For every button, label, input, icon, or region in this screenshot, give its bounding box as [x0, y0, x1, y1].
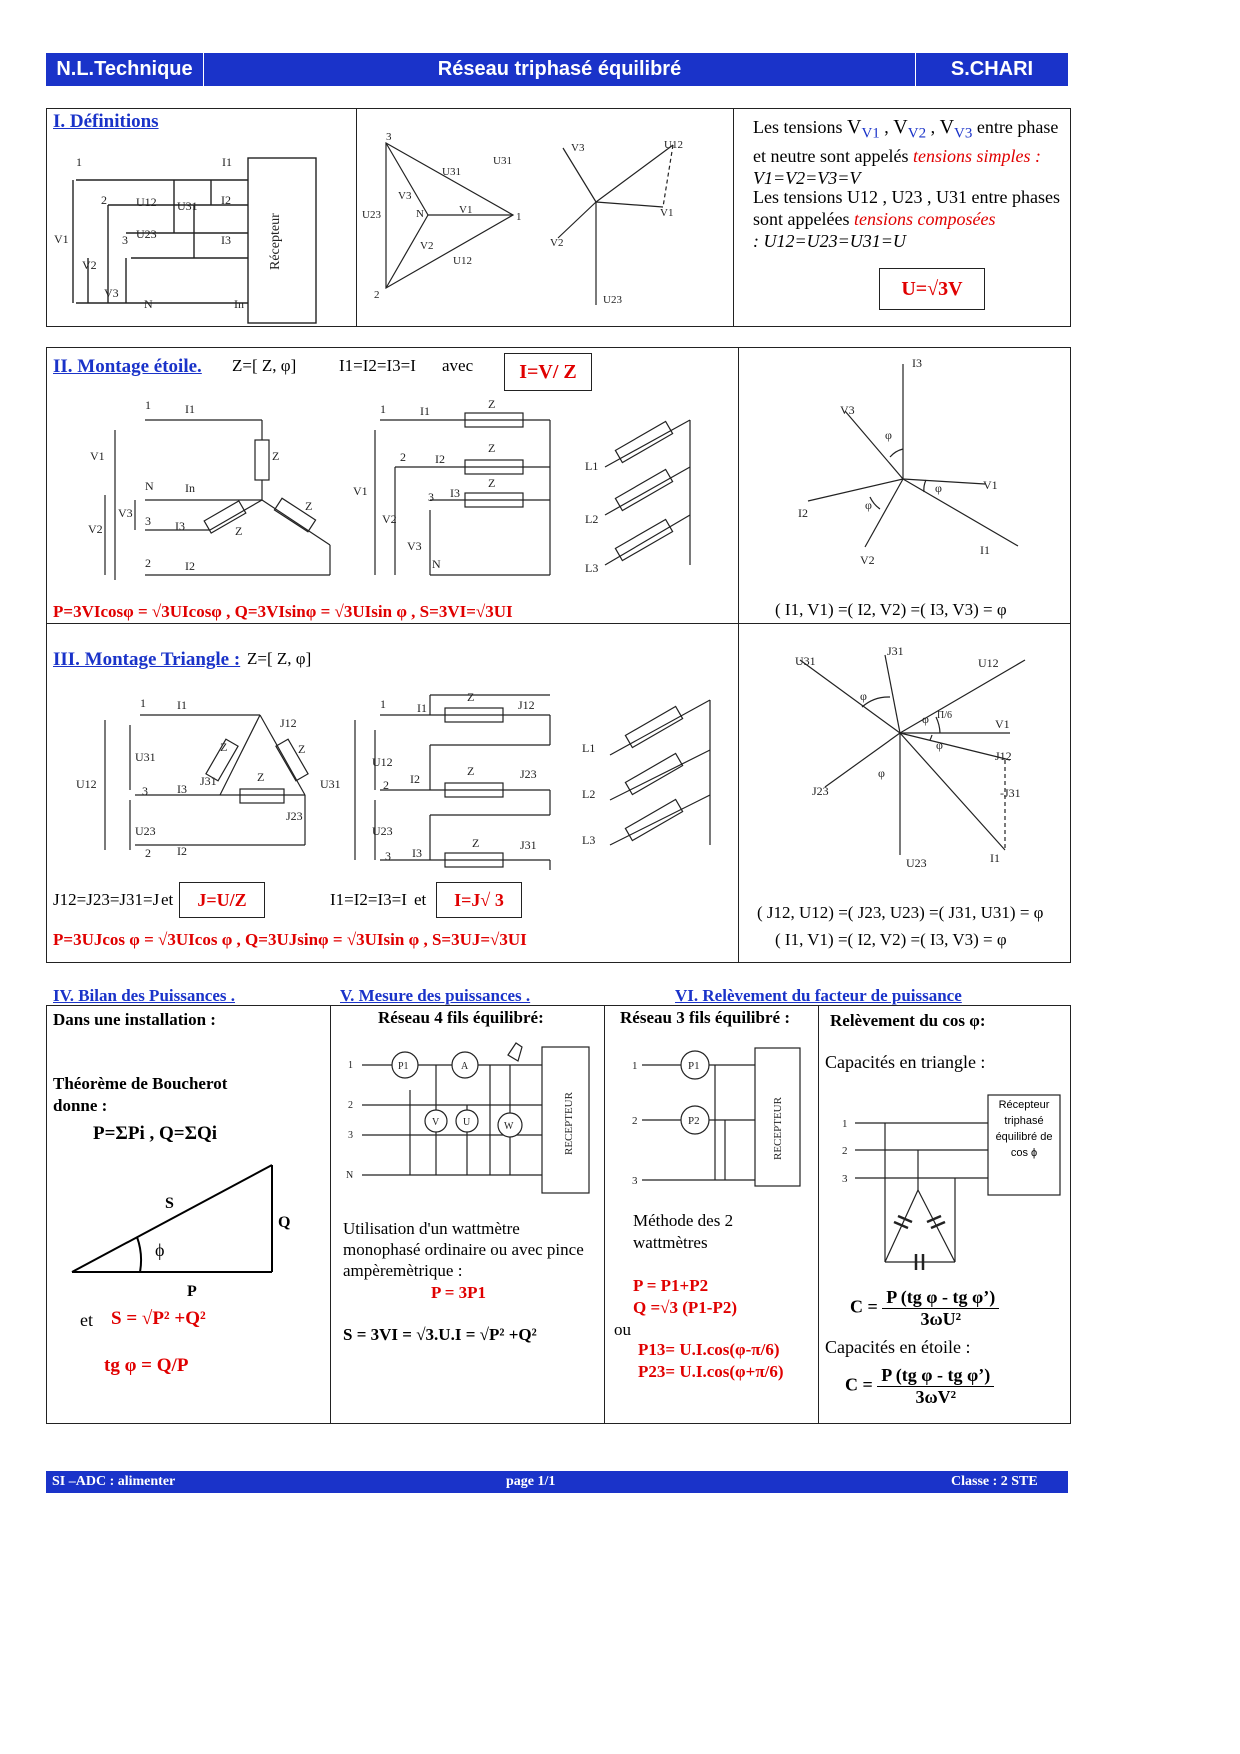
svg-text:V2: V2 — [82, 258, 97, 272]
svg-text:U23: U23 — [906, 856, 927, 870]
svg-text:I2: I2 — [221, 193, 231, 207]
svg-text:V3: V3 — [398, 190, 412, 202]
header-title: Réseau triphasé équilibré — [204, 53, 916, 86]
star-phase-equation: ( I1, V1) =( I2, V2) =( I3, V3) = φ — [775, 600, 1007, 619]
p-3p1-formula: P = 3P1 — [431, 1283, 487, 1302]
svg-text:V3: V3 — [118, 506, 133, 520]
svg-text:U12: U12 — [978, 656, 999, 670]
section2-z-def: Z=[ Z, φ] — [232, 356, 297, 375]
svg-text:U: U — [463, 1117, 471, 1128]
svg-text:U12: U12 — [136, 195, 157, 209]
svg-text:3: 3 — [145, 514, 151, 528]
delta-et-1: et — [161, 890, 174, 909]
footer-left: SI –ADC : alimenter — [52, 1474, 176, 1489]
svg-text:φ: φ — [922, 712, 929, 726]
svg-text:N: N — [144, 297, 153, 311]
svg-text:P2: P2 — [688, 1115, 700, 1127]
svg-text:In: In — [185, 481, 195, 495]
svg-text:N: N — [145, 479, 154, 493]
svg-text:2: 2 — [374, 289, 380, 301]
svg-text:U31: U31 — [493, 155, 512, 167]
triangle-q: Q — [278, 1214, 291, 1231]
svg-text:U31: U31 — [135, 750, 156, 764]
section5-title: V. Mesure des puissances . — [340, 986, 531, 1005]
section2-title: II. Montage étoile. — [53, 356, 202, 377]
svg-text:J31: J31 — [887, 644, 904, 658]
svg-text:V1: V1 — [90, 449, 105, 463]
power-sums: P=ΣPi , Q=ΣQi — [93, 1123, 218, 1144]
delta-capacitors-label: Capacités en triangle : — [825, 1052, 986, 1072]
svg-text:U31: U31 — [177, 199, 198, 213]
svg-text:I3: I3 — [412, 846, 422, 860]
s6a-divider — [818, 1005, 819, 1424]
svg-text:U31: U31 — [442, 166, 461, 178]
svg-text:I1: I1 — [177, 698, 187, 712]
svg-text:U12: U12 — [453, 255, 472, 267]
svg-text:V: V — [432, 1117, 440, 1128]
svg-text:1: 1 — [380, 697, 386, 711]
formula-j-u-z: J=U/Z — [179, 882, 265, 918]
svg-text:I2: I2 — [410, 772, 420, 786]
svg-text:φ: φ — [878, 766, 885, 780]
svg-text:2: 2 — [632, 1115, 638, 1127]
svg-text:1: 1 — [348, 1060, 353, 1071]
section2-currents-eq: I1=I2=I3=I — [339, 356, 416, 375]
svg-text:1: 1 — [842, 1118, 848, 1130]
svg-text:3: 3 — [428, 490, 434, 504]
formula-i-j-sqrt3: I=J√ 3 — [436, 882, 522, 918]
delta-i-equation: I1=I2=I3=I — [330, 890, 407, 909]
header-right: S.CHARI — [950, 58, 1034, 80]
svg-text:I1: I1 — [417, 701, 427, 715]
s-formula-et: et — [80, 1310, 93, 1330]
svg-text:3: 3 — [632, 1175, 638, 1187]
svg-text:J23: J23 — [286, 809, 303, 823]
svg-text:I3: I3 — [177, 782, 187, 796]
svg-text:V2: V2 — [88, 522, 103, 536]
svg-text:2: 2 — [383, 778, 389, 792]
footer-bar — [46, 1471, 1068, 1493]
svg-text:3: 3 — [348, 1130, 353, 1141]
capacitor-bank-recepteur: Récepteur triphasé équilibré de cos ϕ — [995, 1099, 1053, 1159]
section1-divider-b — [733, 108, 734, 327]
svg-text:3: 3 — [842, 1173, 848, 1185]
power-triangle — [60, 1160, 320, 1310]
header-left: N.L.Technique — [46, 53, 204, 86]
svg-text:V2: V2 — [382, 512, 397, 526]
svg-text:J12: J12 — [518, 698, 535, 712]
svg-text:Z: Z — [257, 770, 265, 784]
footer-right: Classe : 2 STE — [951, 1474, 1038, 1489]
svg-text:RECEPTEUR: RECEPTEUR — [563, 1092, 575, 1155]
star-power-formulas: P=3VIcosφ = √3UIcosφ , Q=3VIsinφ = √3UIsin φ , S=3VI=√3UI — [53, 602, 513, 621]
svg-text:V1: V1 — [54, 232, 69, 246]
svg-text:φ: φ — [885, 428, 892, 442]
svg-text:2: 2 — [842, 1145, 848, 1157]
four-wire-subtitle: Réseau 4 fils équilibré: — [378, 1008, 544, 1027]
svg-text:I3: I3 — [450, 486, 460, 500]
svg-text:φ: φ — [860, 689, 867, 703]
delta-j-equation: J12=J23=J31=J — [53, 890, 160, 909]
svg-text:L2: L2 — [585, 512, 599, 526]
star-phasor-diagram — [740, 349, 1070, 594]
delta-et-2: et — [414, 890, 427, 909]
star-connection-diagrams — [50, 395, 740, 595]
delta-phase-equation-1: ( J12, U12) =( J23, U23) =( J31, U31) = φ — [757, 903, 1044, 922]
svg-text:L3: L3 — [585, 561, 599, 575]
c-star-formula: C = $\frac{\text{P (tg φ - tg φ’)}}{\text{3ωV²}}$ — [845, 1365, 994, 1408]
delta-phase-equation-2: ( I1, V1) =( I2, V2) =( I3, V3) = φ — [775, 930, 1007, 949]
svg-text:J12: J12 — [280, 716, 297, 730]
svg-text:1: 1 — [140, 696, 146, 710]
svg-text:I2: I2 — [177, 844, 187, 858]
section1-divider-a — [356, 108, 357, 327]
svg-text:Z: Z — [488, 476, 496, 490]
star-wiring-diagram — [46, 108, 356, 327]
section3-z-def: Z=[ Z, φ] — [247, 649, 312, 668]
svg-text:U12: U12 — [372, 755, 393, 769]
section2-3-hdivider — [46, 623, 1071, 624]
svg-text:V1: V1 — [995, 717, 1010, 731]
ou-text: ou — [614, 1320, 631, 1339]
section4-title: IV. Bilan des Puissances . — [53, 986, 236, 1005]
apparent-power-formula: S = √P² +Q² — [111, 1308, 206, 1329]
svg-text:φ: φ — [935, 481, 942, 495]
svg-text:L1: L1 — [585, 459, 599, 473]
section1-title: I. Définitions — [53, 111, 159, 132]
svg-text:V3: V3 — [104, 286, 119, 300]
svg-text:Récepteur: Récepteur — [268, 213, 283, 270]
footer-center: page 1/1 — [506, 1474, 556, 1489]
p-sum-formula: P = P1+P2 — [633, 1276, 709, 1295]
header-bar — [46, 53, 1068, 86]
svg-text:V2: V2 — [550, 237, 564, 249]
svg-text:1: 1 — [632, 1060, 638, 1072]
svg-text:V1: V1 — [459, 204, 473, 216]
svg-text:1: 1 — [380, 402, 386, 416]
svg-text:I2: I2 — [798, 506, 808, 520]
three-wire-subtitle: Réseau 3 fils équilibré : — [620, 1008, 790, 1027]
svg-text:RECEPTEUR: RECEPTEUR — [772, 1097, 784, 1160]
svg-text:L1: L1 — [582, 741, 596, 755]
svg-text:U23: U23 — [372, 824, 393, 838]
tangent-formula: tg φ = Q/P — [104, 1355, 189, 1376]
svg-text:J23: J23 — [812, 784, 829, 798]
formula-i-v-z: I=V/ Z — [504, 353, 592, 391]
wattmeter-usage-text: Utilisation d'un wattmètre monophasé ordinaire ou avec pince ampèremètrique : — [343, 1219, 584, 1280]
svg-text:I1: I1 — [990, 851, 1000, 865]
svg-text:Z: Z — [467, 690, 475, 704]
two-wattmeter-diagram — [620, 1040, 810, 1190]
bilan-intro: Dans une installation : — [53, 1010, 216, 1029]
svg-text:J31: J31 — [200, 774, 217, 788]
compound-voltages-text: Les tensions U12 , U23 , U31 entre phases sont appelées tensions composées : U12=U23=U31=U — [753, 187, 1060, 251]
svg-text:Z: Z — [220, 740, 228, 754]
svg-text:I3: I3 — [175, 519, 185, 533]
svg-text:L2: L2 — [582, 787, 596, 801]
svg-text:Z: Z — [272, 449, 280, 463]
svg-text:J31: J31 — [520, 838, 537, 852]
svg-text:V3: V3 — [571, 142, 585, 154]
svg-text:V1: V1 — [660, 207, 674, 219]
four-wire-measure-diagram — [340, 1035, 600, 1195]
svg-text:U23: U23 — [603, 294, 622, 306]
svg-text:Π/6: Π/6 — [937, 710, 952, 721]
delta-connection-diagrams — [50, 685, 740, 875]
q-diff-formula: Q =√3 (P1-P2) — [633, 1298, 737, 1317]
svg-text:V2: V2 — [860, 553, 875, 567]
svg-text:φ: φ — [936, 738, 943, 752]
svg-text:W: W — [504, 1121, 514, 1132]
svg-text:V1: V1 — [983, 478, 998, 492]
svg-text:V2: V2 — [420, 240, 434, 252]
p23-formula: P23= U.I.cos(φ+π/6) — [638, 1362, 784, 1381]
svg-text:J12: J12 — [995, 749, 1012, 763]
delta-phasor-diagram — [740, 625, 1070, 880]
simple-voltages-text: Les tensions $V_{V1}$ , $V_{V2}$ , $V_{V3}$ entre phase et neutre sont appelés tensions simples : V1=V2=V3=V — [753, 116, 1059, 188]
svg-text:-J31: -J31 — [1000, 786, 1021, 800]
section2-avec: avec — [442, 356, 474, 375]
svg-text:2: 2 — [145, 556, 151, 570]
svg-text:I2: I2 — [435, 452, 445, 466]
svg-text:3: 3 — [122, 233, 128, 247]
svg-text:3: 3 — [142, 784, 148, 798]
s4-divider — [330, 1005, 331, 1424]
svg-text:I3: I3 — [912, 356, 922, 370]
svg-text:In: In — [234, 297, 244, 311]
svg-text:P1: P1 — [688, 1060, 700, 1072]
svg-text:Z: Z — [305, 499, 313, 513]
delta-power-formulas: P=3UJcos φ = √3UIcos φ , Q=3UJsinφ = √3UIsin φ , S=3UJ=√3UI — [53, 930, 527, 949]
c-triangle-formula: C = $\frac{\text{P (tg φ - tg φ’)}}{\text{3ωU²}}$ — [850, 1287, 999, 1330]
svg-text:I3: I3 — [221, 233, 231, 247]
svg-text:V3: V3 — [840, 403, 855, 417]
svg-text:Z: Z — [488, 397, 496, 411]
svg-text:U12: U12 — [76, 777, 97, 791]
svg-text:V3: V3 — [407, 539, 422, 553]
svg-text:N: N — [432, 557, 441, 571]
star-capacitors-label: Capacités en étoile : — [825, 1337, 971, 1357]
svg-text:3: 3 — [386, 131, 392, 143]
svg-text:I2: I2 — [185, 559, 195, 573]
svg-text:2: 2 — [101, 193, 107, 207]
triangle-phi: ϕ — [155, 1240, 165, 1260]
section3-title: III. Montage Triangle : — [53, 649, 241, 670]
svg-text:1: 1 — [516, 211, 522, 223]
svg-text:I1: I1 — [980, 543, 990, 557]
svg-text:N: N — [346, 1170, 354, 1181]
svg-text:L3: L3 — [582, 833, 596, 847]
triangle-s: S — [165, 1195, 174, 1212]
svg-text:1: 1 — [145, 398, 151, 412]
svg-text:N: N — [416, 208, 424, 220]
svg-text:Z: Z — [488, 441, 496, 455]
svg-text:V1: V1 — [353, 484, 368, 498]
svg-text:2: 2 — [348, 1100, 353, 1111]
cos-phi-subtitle: Relèvement du cos φ: — [830, 1011, 986, 1030]
svg-text:A: A — [461, 1061, 469, 1072]
svg-text:3: 3 — [385, 849, 391, 863]
svg-text:U31: U31 — [320, 777, 341, 791]
svg-text:I1: I1 — [185, 402, 195, 416]
s-3vi-formula: S = 3VI = √3.U.I = √P² +Q² — [343, 1325, 537, 1344]
svg-text:U23: U23 — [362, 209, 381, 221]
svg-text:U31: U31 — [795, 654, 816, 668]
svg-text:φ: φ — [865, 498, 872, 512]
s5-divider — [604, 1005, 605, 1424]
svg-text:U23: U23 — [135, 824, 156, 838]
svg-text:2: 2 — [145, 846, 151, 860]
svg-text:Z: Z — [298, 742, 306, 756]
svg-text:1: 1 — [76, 155, 82, 169]
svg-text:Z: Z — [235, 524, 243, 538]
svg-text:J23: J23 — [520, 767, 537, 781]
section6-title: VI. Relèvement du facteur de puissance — [675, 986, 962, 1005]
triangle-p: P — [187, 1283, 197, 1300]
svg-text:U23: U23 — [136, 227, 157, 241]
two-wattmeter-method: Méthode des 2 wattmètres — [633, 1211, 734, 1252]
svg-text:P1: P1 — [398, 1061, 409, 1072]
svg-text:I1: I1 — [222, 155, 232, 169]
boucherot-theorem: Théorème de Boucherot donne : — [53, 1074, 228, 1115]
p13-formula: P13= U.I.cos(φ-π/6) — [638, 1340, 780, 1359]
svg-text:U12: U12 — [664, 139, 683, 151]
voltage-vector-diagram — [358, 110, 732, 325]
formula-u-v: U=√3V — [879, 268, 985, 310]
svg-text:Z: Z — [472, 836, 480, 850]
svg-text:2: 2 — [400, 450, 406, 464]
svg-text:I1: I1 — [420, 404, 430, 418]
svg-text:Z: Z — [467, 764, 475, 778]
